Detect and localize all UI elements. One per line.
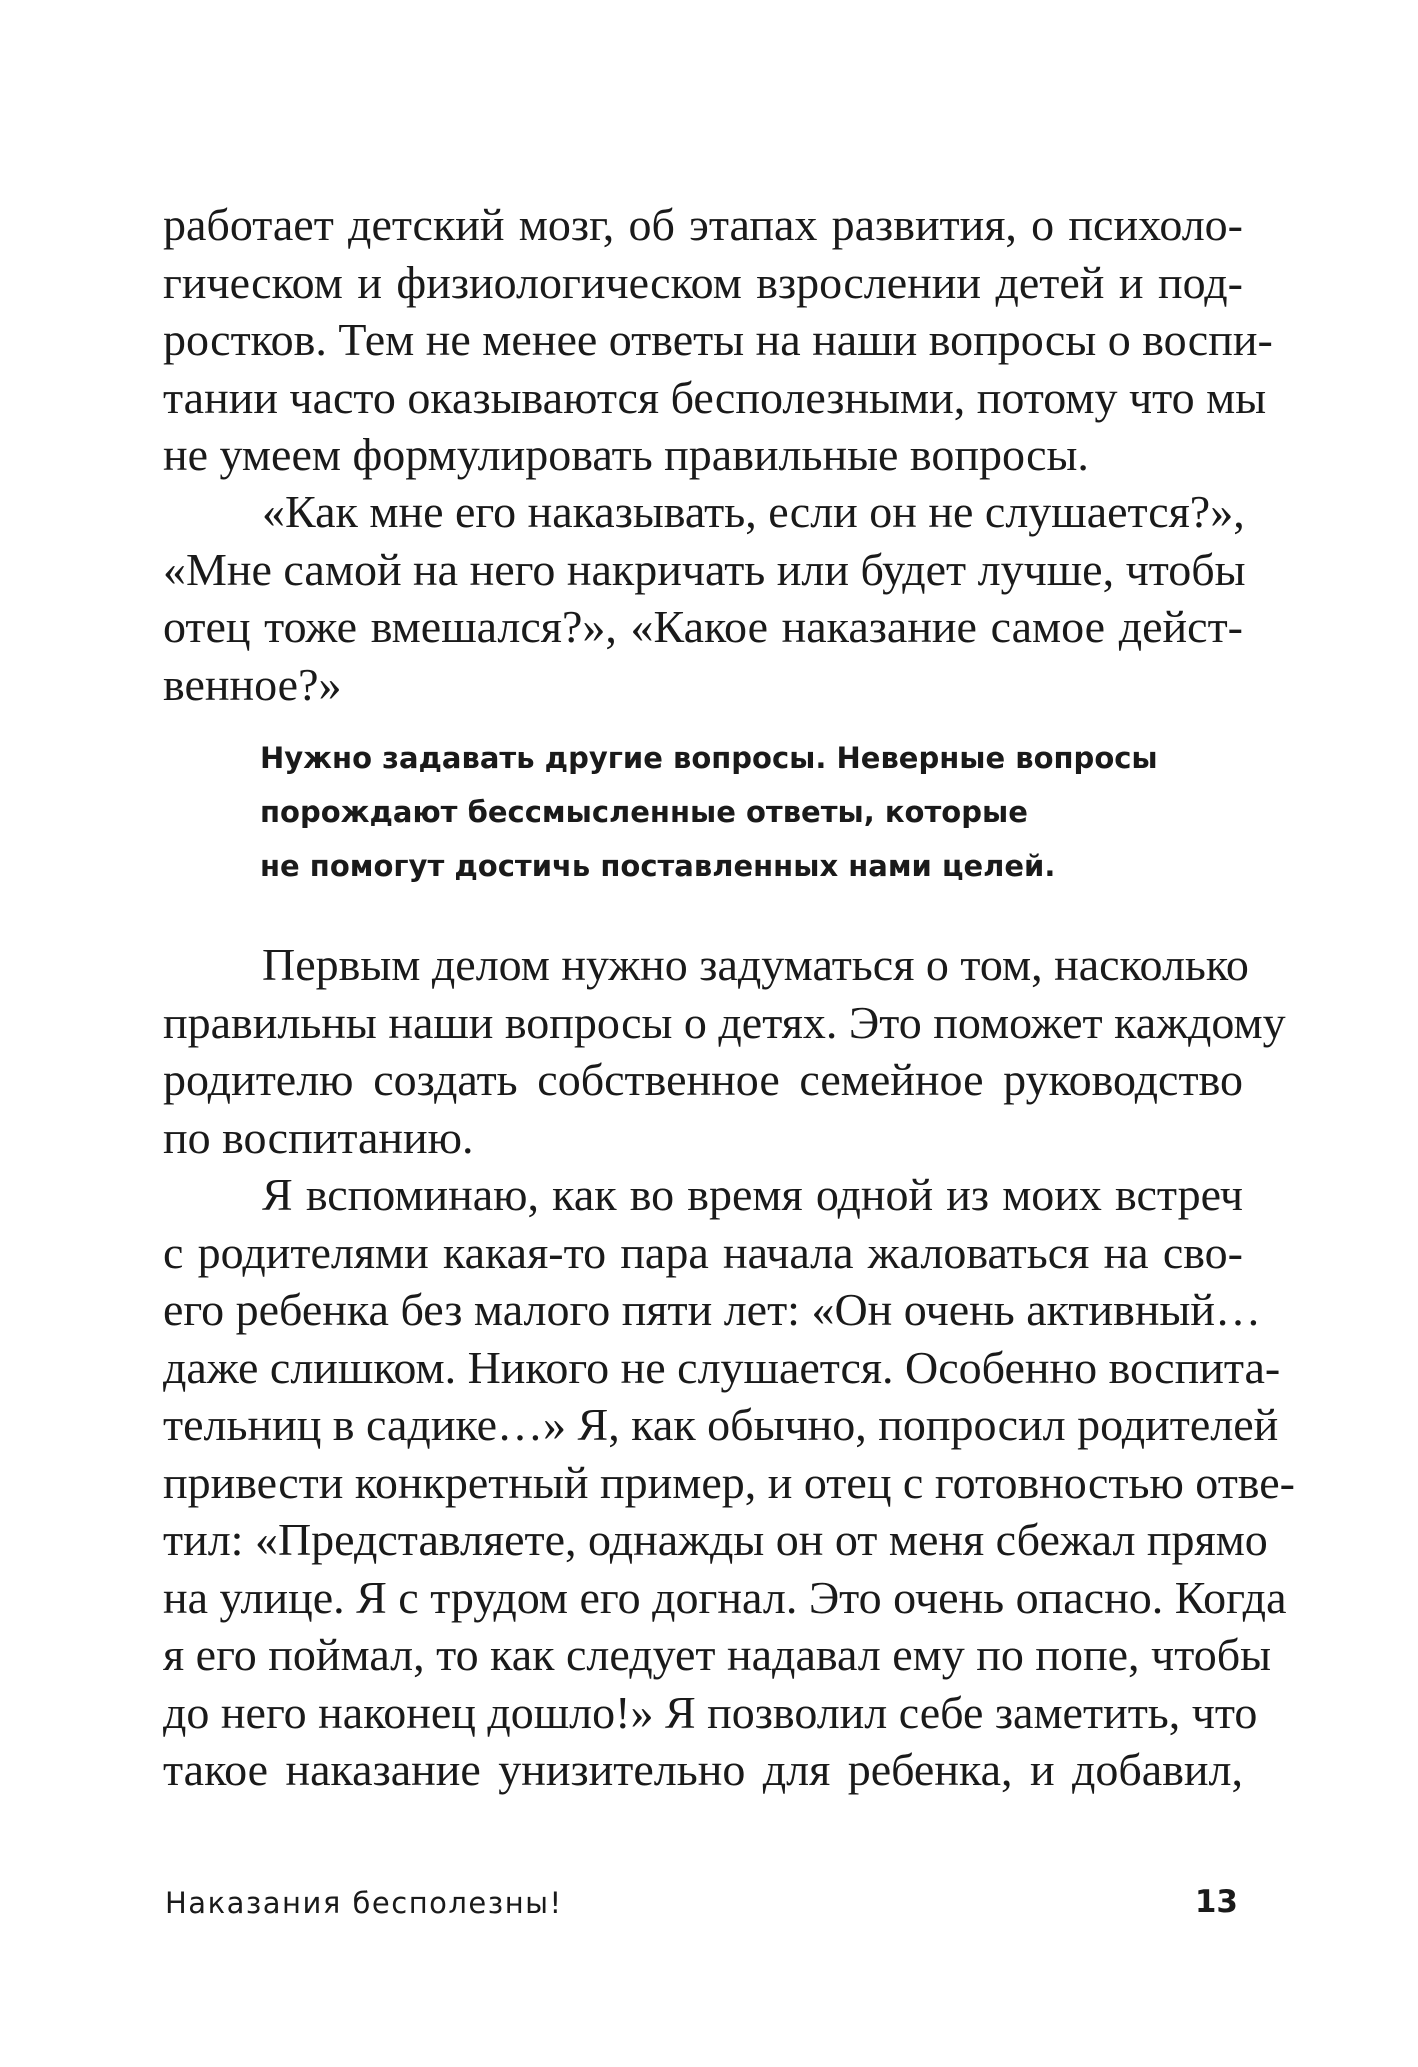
text-line: работает детский мозг, об этапах развития, о психоло- xyxy=(163,199,1243,250)
paragraph-2 xyxy=(163,483,1246,713)
text-line: по воспитанию. xyxy=(163,1111,474,1163)
text-line: такое наказание унизительно для ребенка, и добавил, xyxy=(163,1744,1243,1795)
pull-quote-line: Нужно задавать другие вопросы. Неверные вопросы xyxy=(260,741,1158,775)
text-line: ростков. Тем не менее ответы на наши вопросы о воспи- xyxy=(163,314,1273,365)
text-line: до него наконец дошло!» Я позволил себе заметить, что xyxy=(163,1686,1258,1738)
page-number: 13 xyxy=(1194,1884,1238,1920)
text-line: отец тоже вмешался?», «Какое наказание самое дейст- xyxy=(163,601,1243,652)
pull-quote-line: порождают бессмысленные ответы, которые xyxy=(260,795,1028,829)
paragraph-1 xyxy=(163,196,1273,484)
text-line: не умеем формулировать правильные вопросы. xyxy=(163,429,1089,480)
pull-quote xyxy=(260,731,1220,893)
text-line: тил: «Представляете, однажды он от меня сбежал прямо xyxy=(163,1514,1268,1565)
text-line: привести конкретный пример, и отец с готовностью отве- xyxy=(163,1456,1295,1508)
paragraph-3 xyxy=(163,936,1286,1166)
text-line: его ребенка без малого пяти лет: «Он очень активный… xyxy=(163,1284,1261,1335)
text-line: гическом и физиологическом взрослении детей и под- xyxy=(163,256,1243,308)
text-line: венное?» xyxy=(163,658,342,710)
paragraph-4 xyxy=(163,1166,1295,1799)
text-line: на улице. Я с трудом его догнал. Это очень опасно. Когда xyxy=(163,1571,1287,1623)
text-line: Я вспоминаю, как во время одной из моих встреч xyxy=(262,1169,1243,1220)
text-line: я его поймал, то как следует надавал ему по попе, чтобы xyxy=(163,1629,1271,1680)
text-line: «Как мне его наказывать, если он не слушается?», xyxy=(262,486,1245,537)
text-line: правильны наши вопросы о детях. Это поможет каждому xyxy=(163,996,1286,1048)
text-line: тельниц в садике…» Я, как обычно, попросил родителей xyxy=(163,1399,1279,1450)
text-line: с родителями какая-то пара начала жаловаться на сво- xyxy=(163,1226,1243,1278)
text-line: «Мне самой на него накричать или будет лучше, чтобы xyxy=(163,543,1246,595)
text-line: даже слишком. Никого не слушается. Особенно воспита- xyxy=(163,1341,1281,1393)
text-line: тании часто оказываются бесполезными, потому что мы xyxy=(163,371,1267,423)
text-line: родителю создать собственное семейное руководство xyxy=(163,1054,1243,1105)
text-line: Первым делом нужно задуматься о том, насколько xyxy=(262,939,1249,990)
pull-quote-line: не помогут достичь поставленных нами целей. xyxy=(260,849,1056,883)
running-footer-title: Наказания бесполезны! xyxy=(165,1886,563,1920)
